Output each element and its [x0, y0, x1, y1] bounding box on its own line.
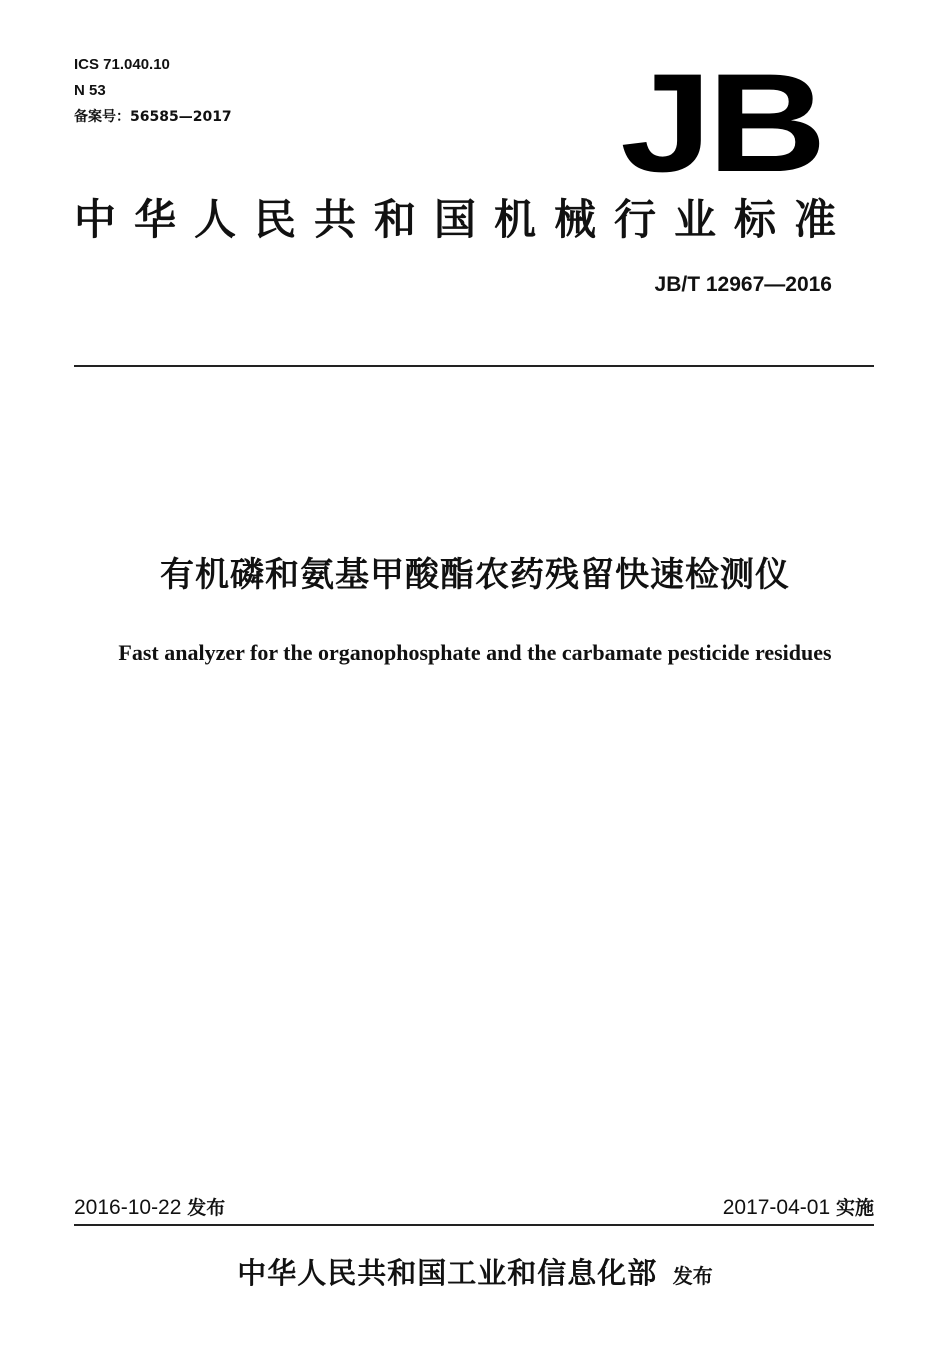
ics-code: ICS 71.040.10 [74, 56, 170, 73]
publisher [0, 1254, 950, 1295]
publisher-name: 中华人民共和国工业和信息化部 [237, 1256, 658, 1290]
standard-title: 中华人民共和国机械行业标准 [74, 195, 855, 244]
jb-logo: JB [620, 44, 822, 201]
issued-date-value: 2016-10-22 [74, 1196, 182, 1219]
effective-label: 实施 [835, 1197, 874, 1219]
effective-date [723, 1195, 874, 1221]
bottom-divider [74, 1224, 874, 1226]
category-code: N 53 [74, 82, 106, 99]
document-title-english: Fast analyzer for the organophosphate and the carbamate pesticide residues [118, 640, 832, 665]
effective-date-value: 2017-04-01 [722, 1196, 831, 1219]
top-divider [74, 365, 874, 367]
issued-date [74, 1195, 225, 1221]
standard-number: JB/T 12967—2016 [654, 273, 832, 296]
publisher-suffix: 发布 [672, 1264, 713, 1288]
document-title-chinese: 有机磷和氨基甲酸酯农药残留快速检测仪 [160, 555, 790, 595]
filing-number: 备案号：56585—2017 [74, 109, 232, 125]
issued-label: 发布 [187, 1197, 226, 1219]
